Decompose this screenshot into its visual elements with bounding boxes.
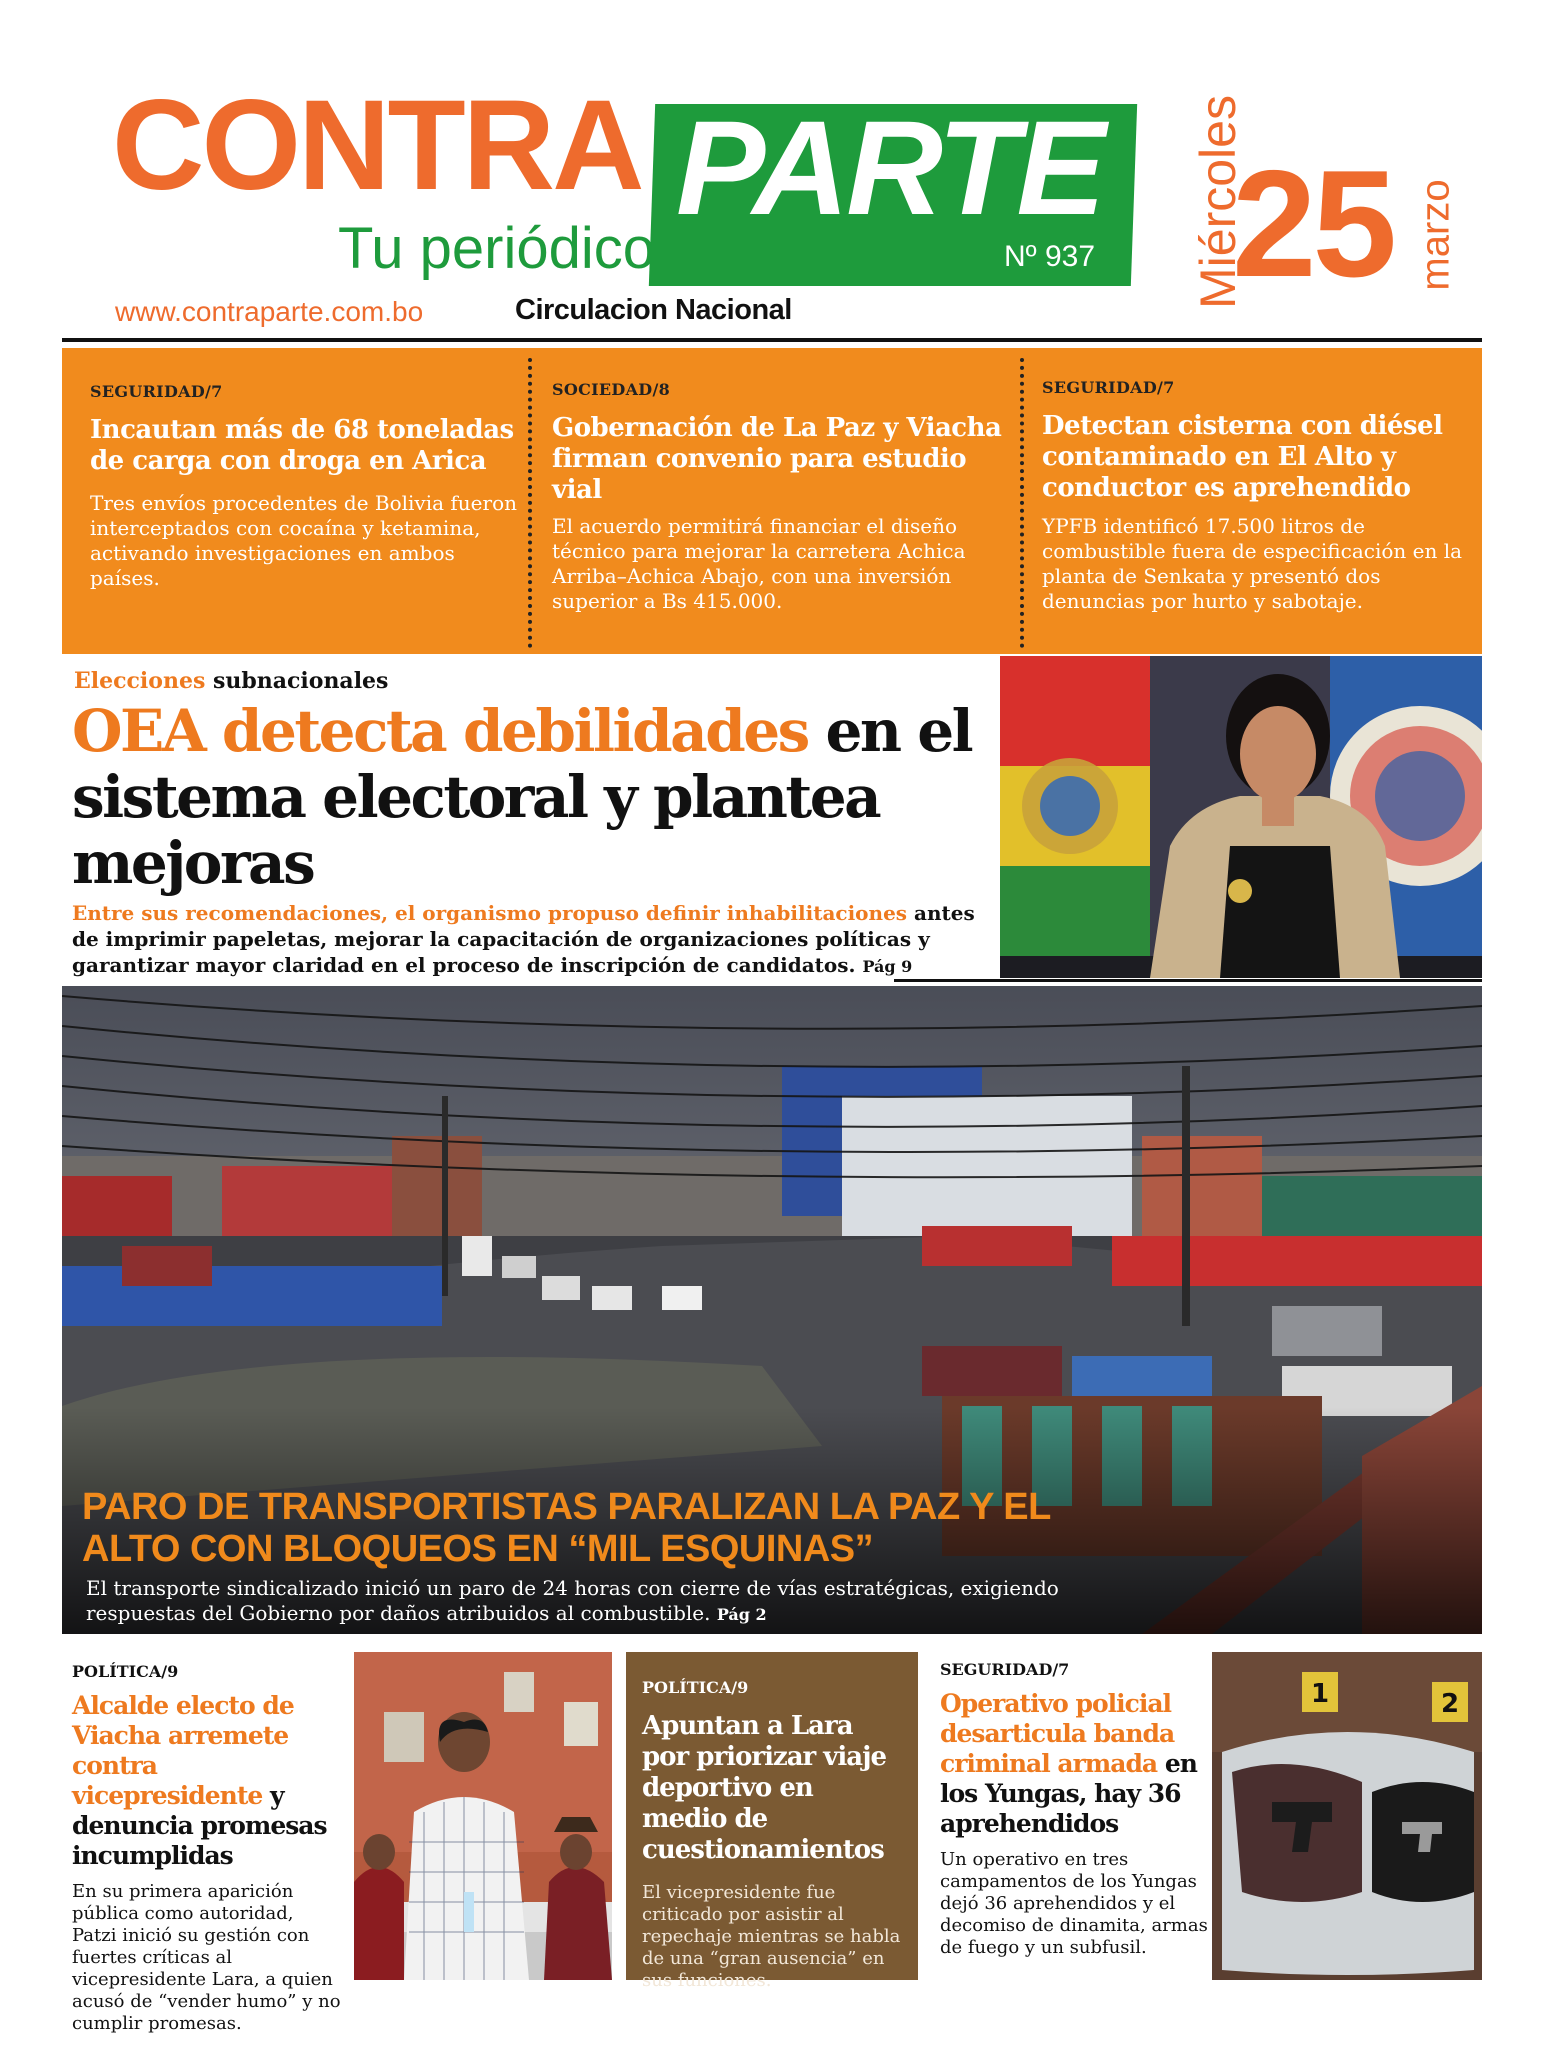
band-headline[interactable]: Gobernación de La Paz y Viacha firman convenio para estudio vial — [552, 413, 1002, 505]
website-link[interactable]: www.contraparte.com.bo — [115, 296, 424, 327]
story-headline[interactable] — [72, 1691, 342, 1871]
story-kicker: SEGURIDAD/7 — [940, 1660, 1070, 1679]
issue-number: Nº 937 — [1004, 240, 1096, 273]
band-kicker: SOCIEDAD/8 — [552, 380, 671, 399]
band-deck: El acuerdo permitirá financiar el diseño técnico para mejorar la carretera Achica Arriba–Achica Abajo, con una inversión superior a Bs 415.000. — [552, 514, 966, 613]
feature-page-ref[interactable]: Pág 2 — [716, 1605, 767, 1624]
evidence-marker-1: 1 — [1310, 1679, 1330, 1709]
story-headline[interactable] — [940, 1689, 1210, 1839]
band-kicker: SEGURIDAD/7 — [1042, 378, 1175, 397]
feature-headline[interactable]: PARO DE TRANSPORTISTAS PARALIZAN LA PAZ Y EL ALTO CON BLOQUEOS EN “MIL ESQUINAS” — [82, 1486, 1051, 1570]
masthead-rule — [62, 338, 1482, 342]
feature-transport-strike[interactable] — [62, 986, 1482, 1634]
date-month-text: marzo — [1413, 179, 1458, 291]
story-kicker: POLÍTICA/9 — [72, 1662, 179, 1681]
band-deck: Tres envíos procedentes de Bolivia fueron interceptados con cocaína y ketamina, activando investigaciones en ambos países. — [90, 491, 517, 590]
tagline: Tu periódico — [338, 216, 656, 281]
date-day: 25 — [1232, 139, 1394, 309]
circulation-label: Circulacion Nacional — [515, 294, 792, 326]
date-weekday-text: Miércoles — [1190, 95, 1246, 309]
story-headline-highlight: Alcalde electo de Viacha arremete contra vicepresidente — [72, 1691, 294, 1810]
story-deck: En su primera aparición pública como autoridad, Patzi inició su gestión con fuertes críticas al vicepresidente Lara, a quien acusó de “vender humo” y no cumplir promesas. — [72, 1881, 341, 2034]
story-deck: Un operativo en tres campamentos de los Yungas dejó 36 aprehendidos y el decomiso de dinamita, armas de fuego y un subfusil. — [940, 1849, 1208, 1958]
date-month — [1408, 150, 1464, 320]
main-page-ref[interactable]: Pág 9 — [862, 957, 913, 976]
story-deck: El vicepresidente fue criticado por asistir al repechaje mientras se habla de una “gran ausencia” en sus funciones. — [642, 1882, 901, 1991]
story-headline-highlight: Operativo policial desarticula banda criminal armada — [940, 1689, 1175, 1778]
main-deck-rest: antes de imprimir papeletas, mejorar la capacitación de organizaciones políticas y garantizar mayor claridad en el proceso de inscripción de candidatos. — [72, 901, 975, 977]
story-lara-trip[interactable] — [626, 1652, 918, 1991]
feature-deck-text: El transporte sindicalizado inició un paro de 24 horas con cierre de vías estratégicas, exigiendo respuestas del Gobierno por daños atribuidos al combustible. — [86, 1576, 1059, 1625]
main-deck — [72, 900, 1002, 980]
seized-weapons-photo — [1212, 1652, 1482, 1980]
main-headline[interactable] — [72, 698, 1012, 896]
story-yungas-operation[interactable] — [940, 1652, 1210, 1959]
band-headline[interactable]: Detectan cisterna con diésel contaminado en El Alto y conductor es aprehendido — [1042, 411, 1443, 503]
main-kicker-rest: subnacionales — [213, 668, 389, 694]
main-kicker-highlight: Elecciones — [74, 668, 206, 694]
headline-band — [62, 348, 1482, 654]
band-story-cisterna[interactable] — [1042, 348, 1462, 654]
story-headline-rest: en los Yungas, hay 36 aprehendidos — [940, 1749, 1197, 1838]
oea-official-photo — [1000, 656, 1482, 978]
feature-deck — [86, 1576, 1086, 1627]
story-kicker: POLÍTICA/9 — [642, 1678, 749, 1697]
dotted-separator — [528, 358, 532, 648]
story-headline-rest: y denuncia promesas incumplidas — [72, 1781, 327, 1870]
dotted-separator — [1020, 358, 1024, 648]
main-story-rule — [894, 979, 1482, 982]
band-story-viacha-road[interactable] — [552, 348, 1012, 654]
story-viacha-mayor[interactable] — [72, 1652, 342, 2035]
logo-contra: CONTRA — [112, 74, 642, 217]
band-headline[interactable]: Incautan más de 68 toneladas de carga con droga en Arica — [90, 415, 514, 476]
masthead — [0, 0, 1549, 340]
evidence-marker-2: 2 — [1440, 1689, 1460, 1719]
band-story-arica[interactable] — [90, 348, 530, 654]
logo-parte: PARTE — [676, 94, 1103, 243]
main-headline-highlight: OEA detecta debilidades — [72, 697, 808, 765]
main-headline-rest: en el sistema electoral y plantea mejoras — [72, 697, 972, 897]
story-headline[interactable]: Apuntan a Lara por priorizar viaje deportivo en medio de cuestionamientos — [642, 1711, 887, 1865]
band-deck: YPFB identificó 17.500 litros de combustible fuera de especificación en la planta de Senkata y presentó dos denuncias por hurto y sabotaje. — [1042, 514, 1463, 613]
main-kicker — [74, 668, 388, 694]
viacha-mayor-photo — [354, 1652, 612, 1980]
main-deck-highlight: Entre sus recomendaciones, el organismo propuso definir inhabilitaciones — [72, 901, 908, 925]
band-kicker: SEGURIDAD/7 — [90, 382, 223, 401]
